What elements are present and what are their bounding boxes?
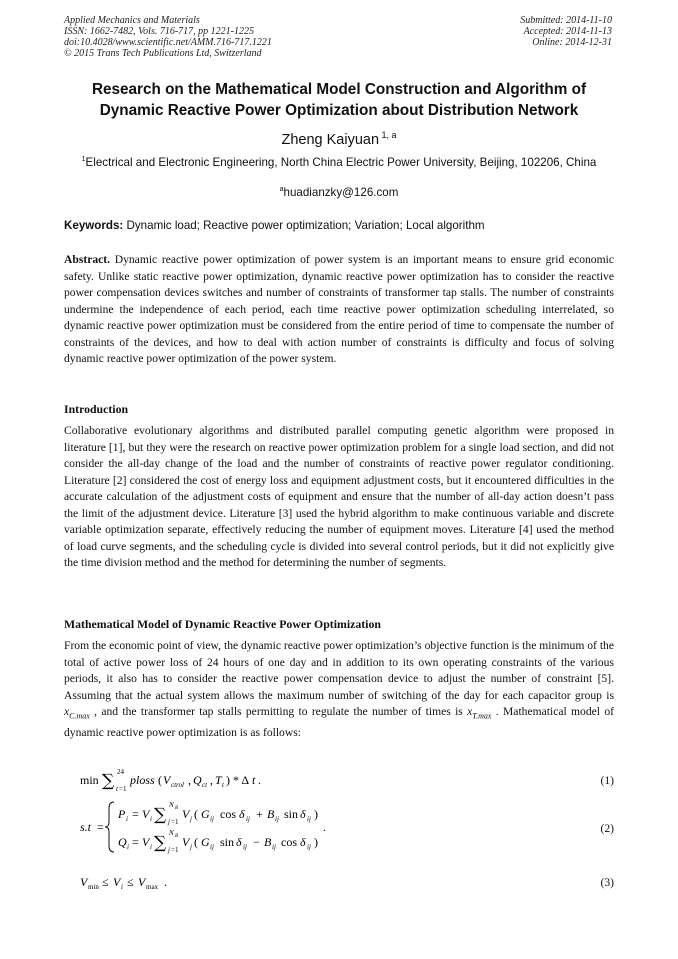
svg-text:B: B: [267, 807, 275, 821]
svg-text:B: B: [175, 834, 179, 839]
symbol-xtmax-subscript: T.max: [472, 711, 492, 721]
svg-text:i: i: [121, 883, 123, 891]
model-text: [64, 638, 614, 741]
equation-2: [80, 800, 614, 856]
issn-line: ISSN: 1662-7482, Vols. 716-717, pp 1221-1225: [64, 26, 254, 37]
keywords-label: Keywords:: [64, 219, 124, 232]
svg-text:=1: =1: [119, 785, 127, 792]
abstract: [64, 252, 614, 368]
model-text-part-2: , and the transformer tap stalls permitting to regulate the number of times is: [89, 705, 468, 718]
copyright-line: © 2015 Trans Tech Publications Ltd, Switzerland: [64, 48, 262, 59]
svg-text:ct: ct: [202, 781, 208, 789]
svg-text:(: (: [158, 773, 162, 787]
svg-text:V: V: [142, 835, 150, 849]
title-line-2: Dynamic Reactive Power Optimization about Distribution Network: [99, 102, 579, 119]
author-line: [40, 130, 638, 148]
svg-text:δ: δ: [300, 807, 306, 821]
svg-text:24: 24: [117, 768, 124, 776]
svg-text:≤: ≤: [102, 875, 109, 889]
symbol-x: x: [64, 705, 70, 718]
svg-text:δ: δ: [300, 835, 306, 849]
svg-text:ij: ij: [210, 815, 214, 823]
svg-text:B: B: [264, 835, 272, 849]
svg-text:δ: δ: [239, 807, 245, 821]
svg-text:cos: cos: [281, 835, 297, 849]
svg-text:V: V: [138, 875, 146, 889]
svg-text:): ): [314, 807, 318, 821]
journal-name: Applied Mechanics and Materials: [64, 15, 200, 26]
journal-info: [64, 15, 272, 59]
model-heading: Mathematical Model of Dynamic Reactive Power Optimization: [64, 617, 381, 631]
svg-text:Q: Q: [118, 835, 127, 849]
svg-text:ij: ij: [275, 815, 279, 823]
svg-text:t: t: [116, 785, 118, 792]
svg-text:ij: ij: [246, 815, 250, 823]
title-line-1: Research on the Mathematical Model Construction and Algorithm of: [91, 81, 587, 98]
equation-2-number: (2): [600, 822, 614, 835]
svg-text:sin: sin: [284, 807, 299, 821]
symbol-xtmax: [467, 705, 492, 721]
svg-text:−: −: [253, 835, 260, 849]
svg-text:ij: ij: [272, 843, 276, 851]
svg-text:B: B: [175, 806, 179, 811]
svg-text:.: .: [258, 773, 261, 787]
svg-text:sin: sin: [220, 835, 235, 849]
svg-text:): ): [314, 835, 318, 849]
model-text-part-3: . Mathematical model of dynamic reactive power optimization is as follows:: [64, 705, 614, 739]
svg-text:j: j: [168, 846, 170, 854]
svg-text:δ: δ: [236, 835, 242, 849]
equation-1-formula: [80, 766, 300, 792]
svg-text:ij: ij: [243, 843, 247, 851]
svg-text:+: +: [256, 807, 263, 821]
symbol-xcmax-subscript: C.max: [69, 711, 90, 721]
svg-text:.: .: [164, 875, 167, 889]
svg-text:max: max: [146, 883, 159, 891]
svg-text:ctrol: ctrol: [171, 781, 184, 789]
svg-text:G: G: [201, 807, 210, 821]
introduction-text: Collaborative evolutionary algorithms and distributed parallel computing genetic algorithm were proposed in literature [1], but they were the research on reactive power optimization problem for a single load section, and did not consider the all-day change of the load and the number of constraints of reactive power regulator conditioning. Literature [2] considered the cost of energy loss and equipment adjustment costs, but it encountered difficulties in the accurate calculation of the adjustment costs of equipment and ensure that the number of all-day action doesn’t pass the limit of the adjustment device. Literature [3] used the hybrid algorithm to make continuous variable and discrete variable optimization separate, effectively reducing the number of equipment moves. Literature [4] used the method of load curve segments, and the scheduling cycle is divided into several control periods, but it did not explicitly give the time division method and the method for determining the number of segments.: [64, 424, 614, 569]
svg-text:=: =: [132, 807, 139, 821]
email-mark: a: [279, 186, 284, 194]
abstract-label: Abstract.: [64, 253, 111, 266]
equation-3: [80, 874, 614, 894]
svg-text:t: t: [252, 773, 256, 787]
svg-text:j: j: [190, 815, 192, 823]
email-address[interactable]: huadianzky@126.com: [283, 186, 399, 199]
svg-text:P: P: [118, 807, 126, 821]
author-marks: 1, a: [379, 130, 397, 140]
abstract-text: Dynamic reactive power optimization of power system is an important means to ensure grid economic safety. Unlike static reactive power optimization, dynamic reactive power optimization has to consider the reactive power compensation devices switches and number of constraints of transformer tap stalls. The number of constraints undermine the independence of each period, each time reactive power optimization scheduling interrelated, so dynamic reactive power optimization must be considered from the entire period of time to compensate the number of constraints of the devices, and how to deal with action number of constraints is difficulty and focus of solving dynamic reactive power optimization of the power system.: [64, 253, 614, 365]
affiliation: [60, 152, 618, 170]
affiliation-mark: 1: [81, 156, 86, 163]
svg-text:V: V: [142, 807, 150, 821]
svg-text:(: (: [194, 835, 198, 849]
svg-text:V: V: [182, 835, 190, 849]
symbol-xcmax: [64, 705, 90, 721]
svg-text:ij: ij: [210, 843, 214, 851]
submitted-date: Submitted: 2014-11-10: [520, 15, 612, 26]
equation-2-formula: [80, 798, 340, 856]
svg-text:,: ,: [210, 773, 213, 787]
equation-3-number: (3): [600, 876, 614, 889]
svg-text:N: N: [169, 829, 174, 837]
svg-text:i: i: [126, 815, 128, 823]
svg-text:.: .: [323, 820, 326, 834]
svg-text:∑: ∑: [102, 771, 115, 791]
svg-text:t: t: [222, 781, 224, 789]
equation-1-number: (1): [600, 774, 614, 787]
affiliation-text: Electrical and Electronic Engineering, North China Electric Power University, Beijing, 102206, China: [85, 155, 597, 169]
svg-text:(: (: [194, 807, 198, 821]
svg-text:j: j: [168, 818, 170, 826]
svg-text:T: T: [215, 773, 222, 787]
svg-text:≤: ≤: [127, 875, 134, 889]
svg-text:cos: cos: [220, 807, 236, 821]
svg-text:V: V: [182, 807, 190, 821]
doi-line: doi:10.4028/www.scientific.net/AMM.716-717.1221: [64, 37, 272, 48]
paper-title: [40, 79, 638, 121]
equation-1: [80, 768, 614, 796]
svg-text:min: min: [80, 773, 99, 787]
svg-text:i: i: [127, 843, 129, 851]
svg-text:=1: =1: [171, 818, 179, 826]
svg-text:min: min: [88, 883, 99, 891]
svg-text:=: =: [132, 835, 139, 849]
svg-text:=: =: [97, 820, 104, 834]
email-line: [40, 186, 638, 199]
submission-dates: [520, 15, 612, 48]
author-name: Zheng Kaiyuan: [281, 131, 380, 148]
svg-text:V: V: [113, 875, 121, 889]
svg-text:) * Δ: ) * Δ: [226, 773, 250, 787]
accepted-date: Accepted: 2014-11-13: [523, 26, 612, 37]
keywords: [64, 219, 614, 232]
online-date: Online: 2014-12-31: [532, 37, 612, 48]
model-text-part-1: From the economic point of view, the dynamic reactive power optimization’s objective function is the minimum of the total of active power loss of 24 hours of one day and in addition to its own operating constraints of the various periods, it also has to consider the reactive power compensation device to adjust the number of constraint [5]. Assuming that the actual system allows the maximum number of switching of the day for each capacitor group is: [64, 639, 614, 702]
svg-text:s.t: s.t: [80, 820, 92, 834]
svg-text:ploss: ploss: [130, 773, 155, 787]
svg-text:=1: =1: [171, 846, 179, 854]
introduction-heading: Introduction: [64, 402, 129, 416]
svg-text:G: G: [201, 835, 210, 849]
svg-text:Q: Q: [193, 773, 202, 787]
equation-3-formula: [80, 872, 220, 892]
svg-text:N: N: [169, 801, 174, 809]
svg-text:V: V: [80, 875, 88, 889]
svg-text:V: V: [163, 773, 171, 787]
symbol-x: x: [467, 705, 473, 718]
svg-text:∑: ∑: [154, 805, 167, 825]
svg-text:ij: ij: [307, 815, 311, 823]
svg-text:,: ,: [188, 773, 191, 787]
svg-text:i: i: [150, 815, 152, 823]
svg-text:ij: ij: [307, 843, 311, 851]
keywords-text: Dynamic load; Reactive power optimization; Variation; Local algorithm: [123, 219, 485, 232]
svg-text:j: j: [190, 843, 192, 851]
svg-text:i: i: [150, 843, 152, 851]
svg-text:∑: ∑: [154, 833, 167, 853]
